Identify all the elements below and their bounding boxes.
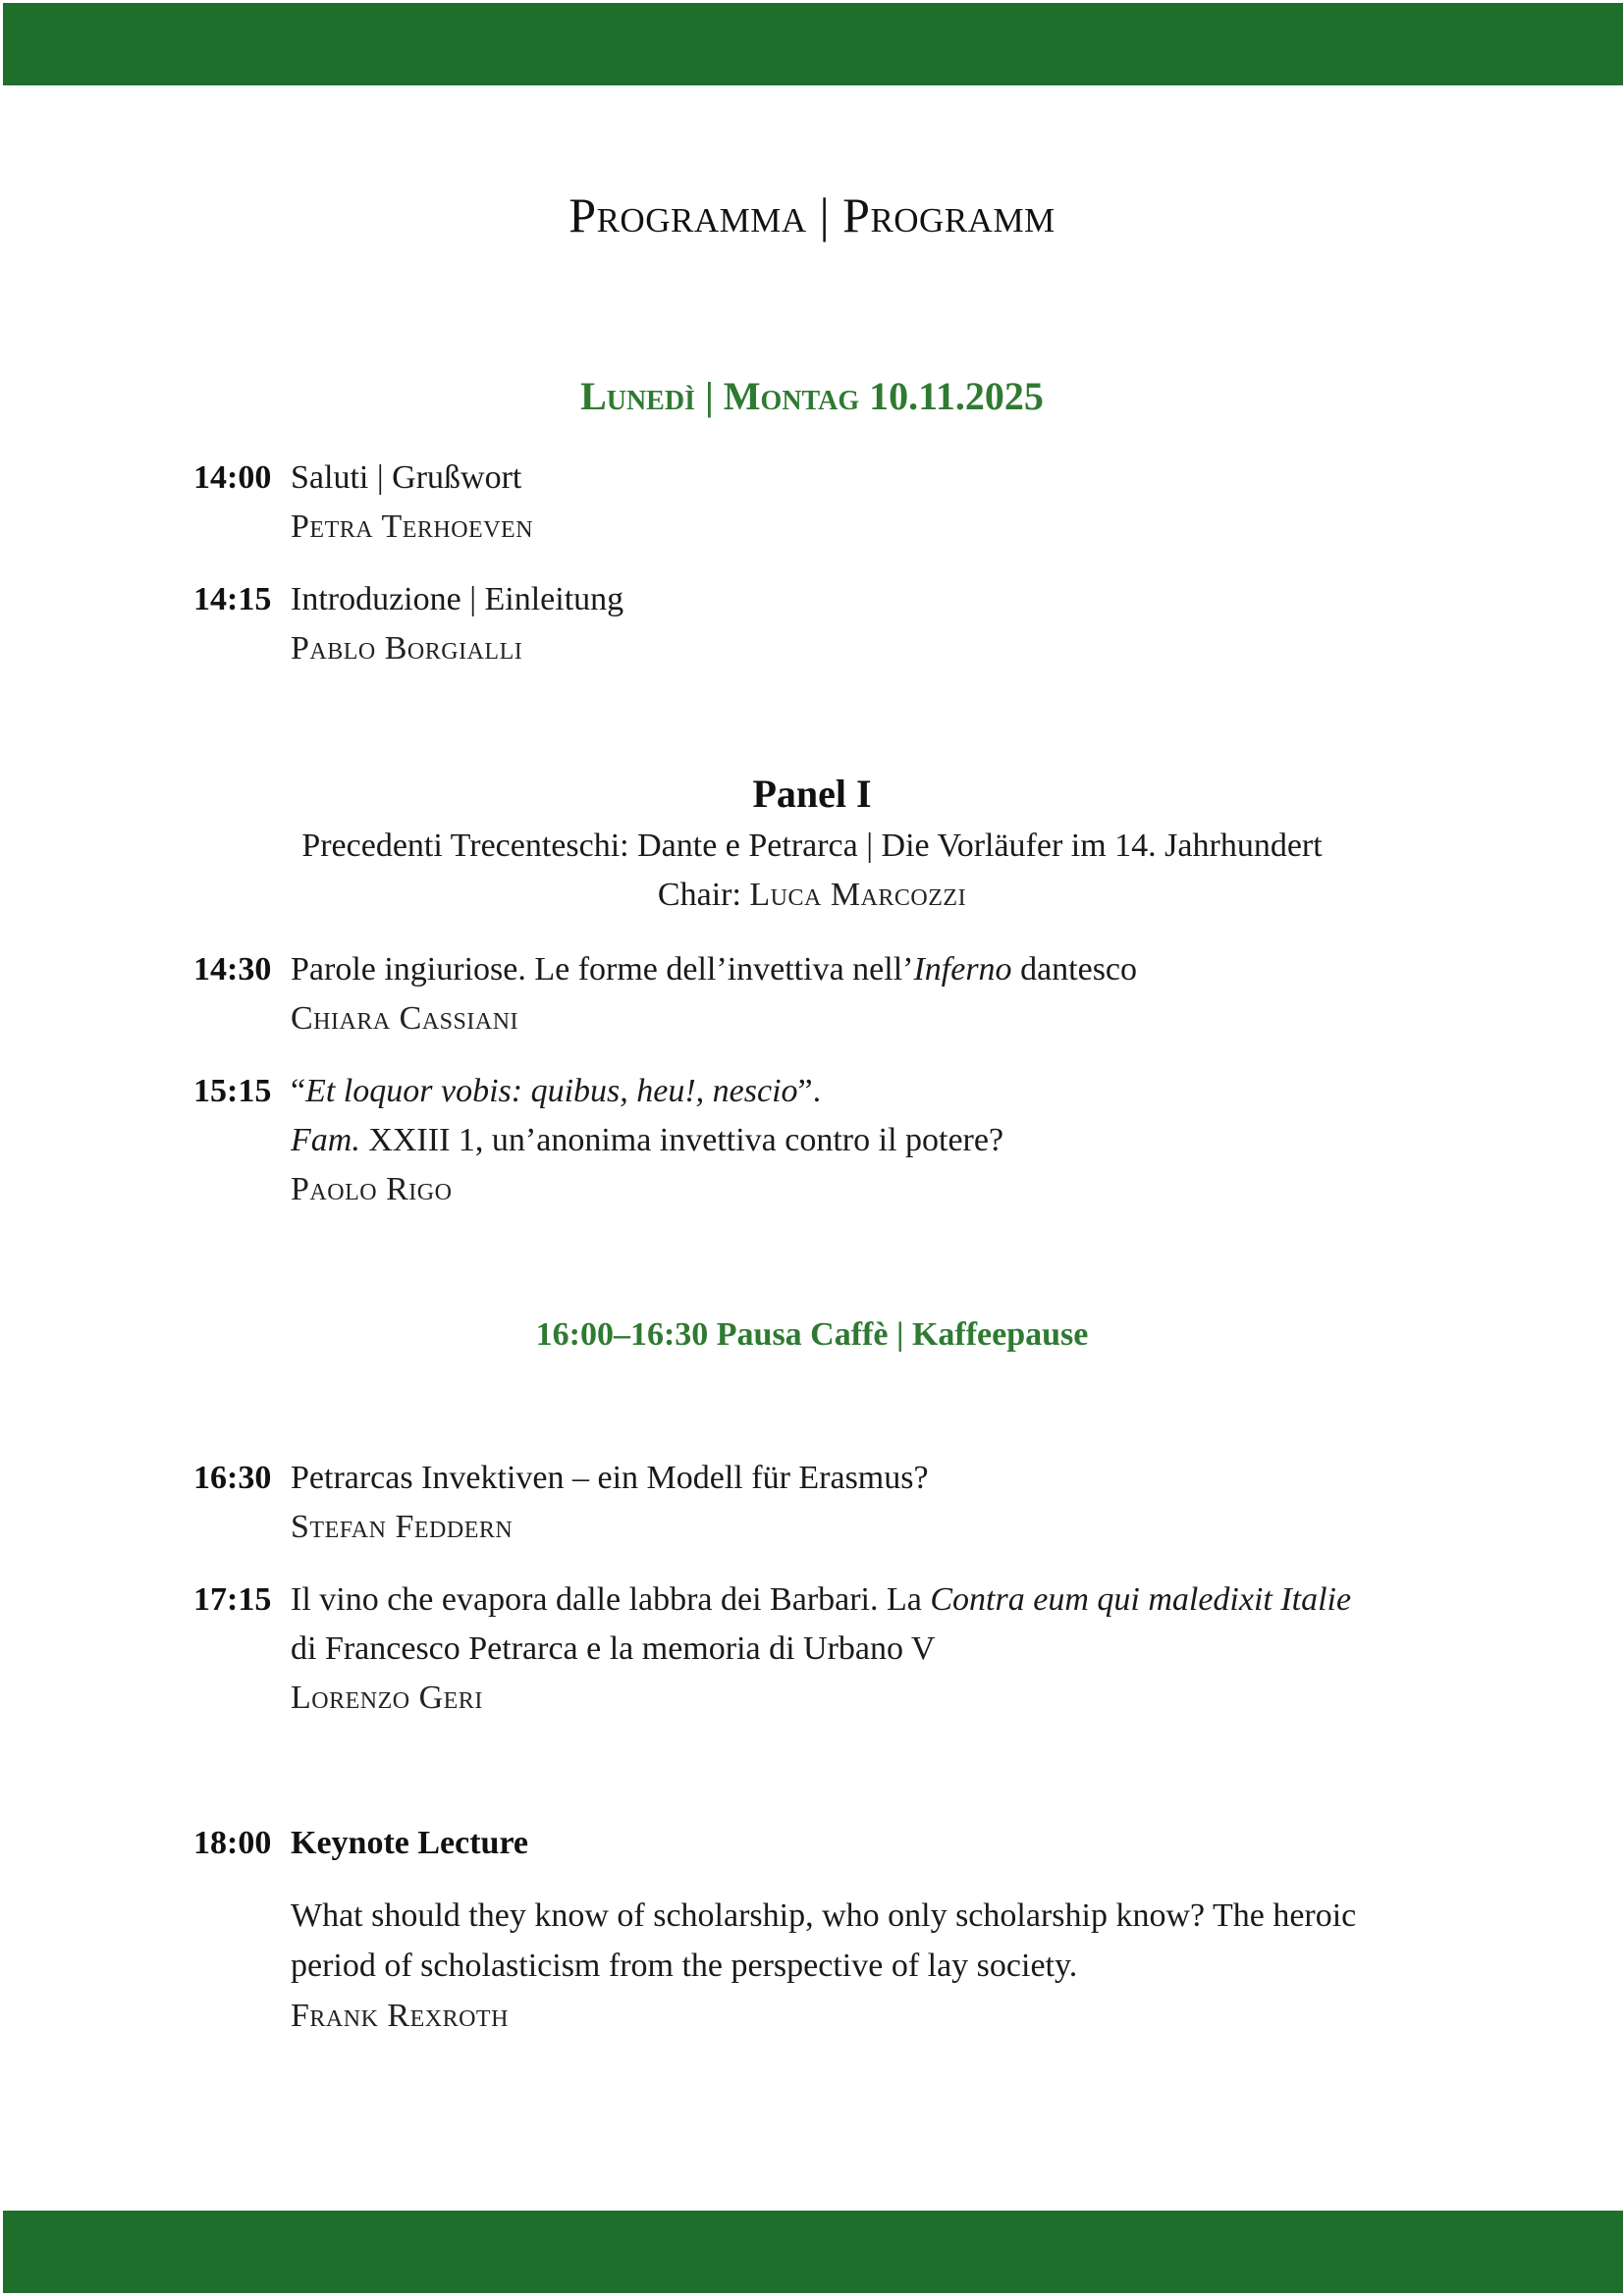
- chair-name: Luca Marcozzi: [749, 877, 967, 913]
- program-entry: [291, 1067, 1449, 1214]
- program-entry: [291, 945, 1449, 1043]
- entry-title: Introduzione | Einleitung: [291, 581, 624, 617]
- time-label: 14:30: [193, 951, 272, 988]
- panel-title: Panel I: [752, 772, 872, 816]
- time-label: 14:00: [193, 459, 272, 496]
- entry-title-line2: di Francesco Petrarca e la memoria di Urbano V: [291, 1630, 936, 1667]
- time-label: 15:15: [193, 1073, 272, 1109]
- title-text: Il vino che evapora dalle labbra dei Barbari. La: [291, 1581, 931, 1618]
- title-italic: Et loquor vobis: quibus, heu!, nescio: [305, 1073, 798, 1109]
- time-label: 18:00: [193, 1825, 272, 1861]
- quote-mark: “: [291, 1073, 306, 1109]
- entry-title: Petrarcas Invektiven – ein Modell für Erasmus?: [291, 1460, 929, 1496]
- keynote-label: Keynote Lecture: [291, 1825, 529, 1861]
- keynote-entry: [291, 1891, 1400, 2041]
- time-label: 14:15: [193, 581, 272, 617]
- coffee-break: 16:00–16:30 Pausa Caffè | Kaffeepause: [535, 1316, 1089, 1353]
- entry-title: [291, 1575, 1449, 1625]
- speaker-name: Petra Terhoeven: [291, 508, 534, 545]
- speaker-name: Stefan Feddern: [291, 1509, 514, 1545]
- speaker-name: Lorenzo Geri: [291, 1680, 483, 1716]
- speaker-name: Paolo Rigo: [291, 1171, 453, 1207]
- page-title: Programma | Programm: [568, 187, 1056, 242]
- title-italic: Inferno: [913, 951, 1012, 988]
- quote-mark: ”.: [797, 1073, 822, 1109]
- panel-subtitle: Precedenti Trecenteschi: Dante e Petrarca | Die Vorläufer im 14. Jahrhundert: [301, 828, 1323, 864]
- panel-chair: [0, 871, 1624, 920]
- time-label: 17:15: [193, 1581, 272, 1618]
- top-green-band: [3, 3, 1623, 85]
- speaker-name: Pablo Borgialli: [291, 630, 523, 667]
- title-text: dantesco: [1011, 951, 1138, 988]
- chair-label: Chair:: [657, 877, 750, 913]
- program-entry: [291, 1454, 1449, 1552]
- keynote-title: What should they know of scholarship, who only scholarship know? The heroic period of scholasticism from the perspective of lay society.: [291, 1897, 1357, 1984]
- entry-title: [291, 1067, 1449, 1116]
- entry-title: [291, 945, 1449, 994]
- day-heading: Lunedì | Montag 10.11.2025: [580, 374, 1044, 418]
- title-text: XXIII 1, un’anonima invettiva contro il potere?: [359, 1122, 1004, 1158]
- program-entry: [291, 575, 1449, 673]
- speaker-name: Frank Rexroth: [291, 1998, 509, 2034]
- speaker-name: Chiara Cassiani: [291, 1000, 519, 1037]
- title-italic: Contra eum qui maledixit Italie: [930, 1581, 1352, 1618]
- title-text: Parole ingiuriose. Le forme dell’invettiva nell’: [291, 951, 914, 988]
- program-entry: [291, 454, 1449, 552]
- entry-title-line2: [291, 1116, 1449, 1165]
- program-entry: [291, 1575, 1449, 1723]
- title-italic: Fam.: [291, 1122, 360, 1158]
- panel-header: [0, 767, 1624, 920]
- bottom-green-band: [3, 2211, 1623, 2293]
- time-label: 16:30: [193, 1460, 272, 1496]
- entry-title: Saluti | Grußwort: [291, 459, 522, 496]
